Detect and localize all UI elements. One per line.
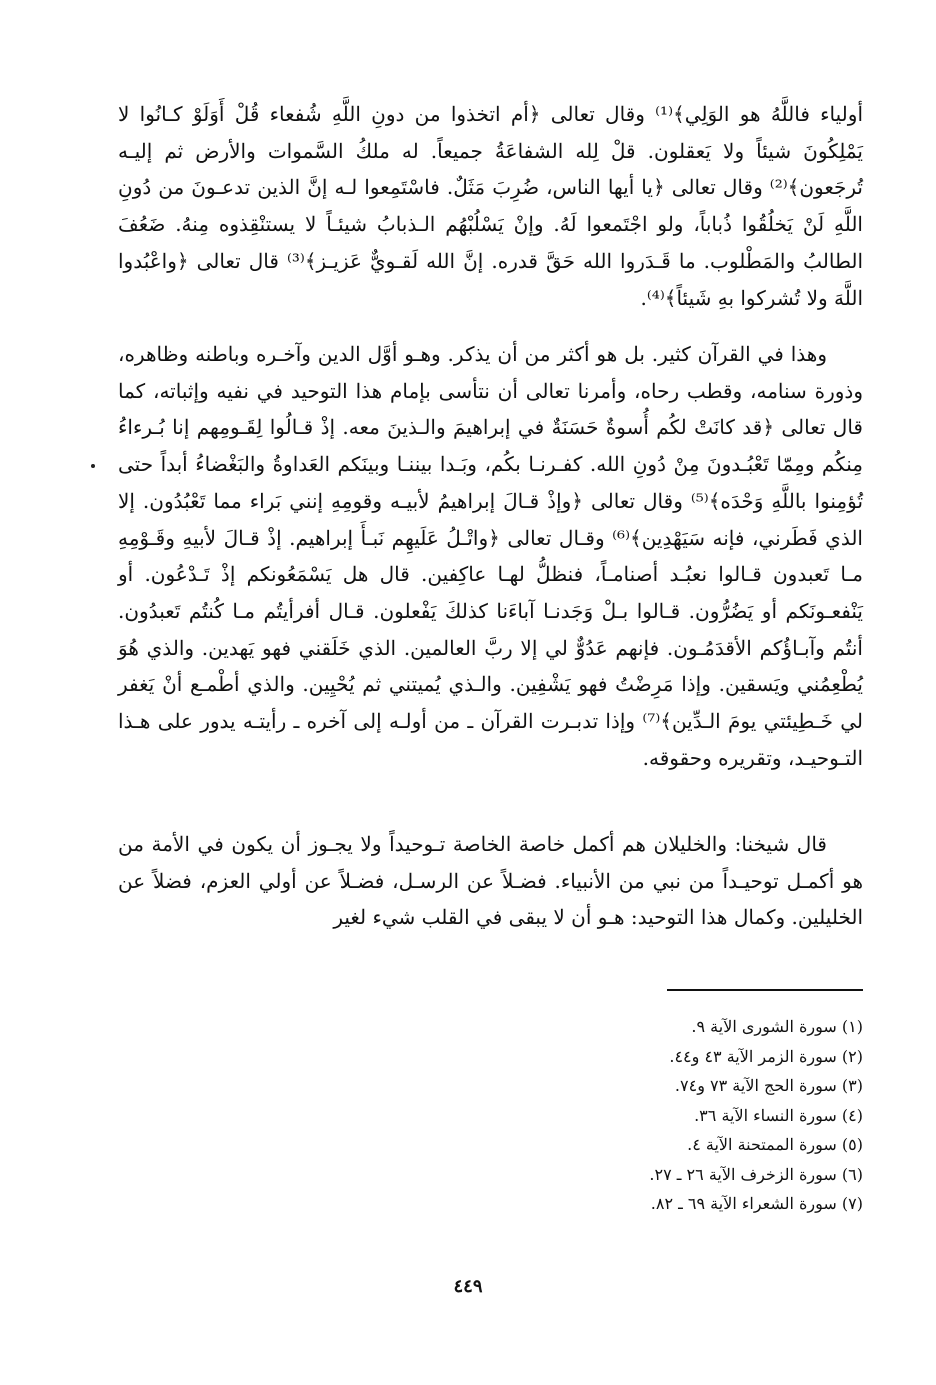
footnote-1: (١) سورة الشورى الآية ٩. (691, 1017, 863, 1036)
paragraph-3: قال شيخنا: والخليلان هم أكمل خاصة الخاصة تـوحيداً ولا يجـوز أن يكون في الأمة من هو أكمـل توحيـداً من نبي من الأنبياء. فضـلاً عن الرسـل، فضـلاً عن أولي العزم، فضلاً عن الخليلين. وكمال هذا التوحيد: هـو أن لا يبقى في القلب شيء لغير (118, 832, 863, 930)
margin-mark (91, 464, 95, 468)
main-text-body (118, 96, 863, 936)
footnote-6: (٦) سورة الزخرف الآية ٢٦ ـ ٢٧. (649, 1164, 863, 1184)
footnotes-list (470, 1012, 863, 1219)
paragraph-1: أولياء فاللَّهُ هو الوَلِي﴾⁽¹⁾ وقال تعالى ﴿أم اتخذوا من دونِ اللَّهِ شُفعاء قُلْ أَوَلَوْ كـانُوا لا يَمْلِكُونَ شيئاً ولا يَعقلون. قلْ لِله الشفاعَةُ جميعاً. له ملكُ السَّموات والأرض ثم إليـه تُرجَعون﴾⁽²⁾ وقال تعالى ﴿يا أيها الناس، ضُرِبَ مَثَلٌ. فاسْتَمِعوا لـه إنَّ الذين تدعـونَ من دُونِ اللَّهِ لَنْ يَخلُقُوا ذُباباً، ولو اجْتَمعوا لَهُ. وإنْ يَسْلُبْهُم الـذبابُ شيئـاً لا يستنْقِذوه مِنهُ. ضَعُفَ الطالبُ والمَطْلوب. ما قَـدَروا الله حَقَّ قدره. إنَّ الله لَقـويٌّ عَزيـز﴾⁽³⁾ قال تعالى ﴿واعْبُدوا اللَّهَ ولا تُشركوا بهِ شَيئاً﴾⁽⁴⁾. (118, 102, 864, 310)
paragraph-2: وهذا في القرآن كثير. بل هو أكثر من أن يذكر. وهـو أوَّل الدين وآخـره وباطنه وظاهره، وذورة سنامه، وقطب رحاه، وأمرنا تعالى أن نتأسى بإمام هذا التوحيد في نفيه وإثباته، كما قال تعالى ﴿قد كانَتْ لكُم أُسوةٌ حَسَنَةٌ في إبراهيمَ والـذينَ معه. إذْ قـالُوا لِقَـومِهم إنا بُـرءاءُ مِنكُم ومِمّا تَعْبُـدونَ مِنْ دُونِ الله. كفـرنـا بكُم، وبَـدا بيننـا وبينَكم العَداوةُ والبَغْضاءُ أبداً حتى تُؤمِنوا باللَّهِ وَحْدَه﴾⁽⁵⁾ وقال تعالى ﴿وإذْ قـالَ إبراهيمُ لأبيـه وقومِهِ إنني بَراء مما تَعْبُدُون. إلا الذي فَطَرني، فإنه سَيَهْدِين﴾⁽⁶⁾ وقـال تعالى ﴿واتْـلُ عَلَيهِم نَبـأَ إبراهيم. إذْ قـالَ لأبيهِ وقَـوْمِهِ مـا تَعبدون قـالوا نعبُـد أصنامـاً، فنظلُّ لهـا عاكِفين. قال هل يَسْمَعُونكم إذْ تَـدْعُون. أو يَنْفعـونَكم أو يَضُرُّون. قـالوا بـلْ وَجَدنـا آباءَنا كذلكَ يَفْعلون. قـال أفرأيتُم مـا كُنتُم تَعبدُون. أنتُم وآبـاؤُكم الأقدَمُـون. فإنهم عَدُوٌّ لي إلا ربَّ العالمين. الذي خَلَقني فهو يَهدين. والذي هُوَ يُطْعِمُني ويَسقين. وإذا مَرِضْتُ فهو يَشْفِين. والـذي يُميتني ثم يُحْيِين. والذي أطْمـع أنْ يَغفر لي خَـطِيئتي يومَ الـدِّين﴾⁽⁷⁾ وإذا تدبـرت القرآن ـ من أولـه إلى آخره ـ رأيتـه يدور على هـذا التـوحيـد، وتقريره وحقوقه. (118, 342, 864, 770)
footnote-7: (٧) سورة الشعراء الآية ٦٩ ـ ٨٢. (650, 1194, 863, 1213)
footnote-5: (٥) سورة الممتحنة الآية ٤. (687, 1135, 863, 1154)
footnote-2: (٢) سورة الزمر الآية ٤٣ و٤٤. (669, 1046, 863, 1066)
footnote-4: (٤) سورة النساء الآية ٣٦. (694, 1105, 863, 1125)
footnote-3: (٣) سورة الحج الآية ٧٣ و٧٤. (674, 1076, 863, 1095)
footnote-separator (667, 989, 863, 991)
page-number: ٤٤٩ (453, 1276, 483, 1297)
